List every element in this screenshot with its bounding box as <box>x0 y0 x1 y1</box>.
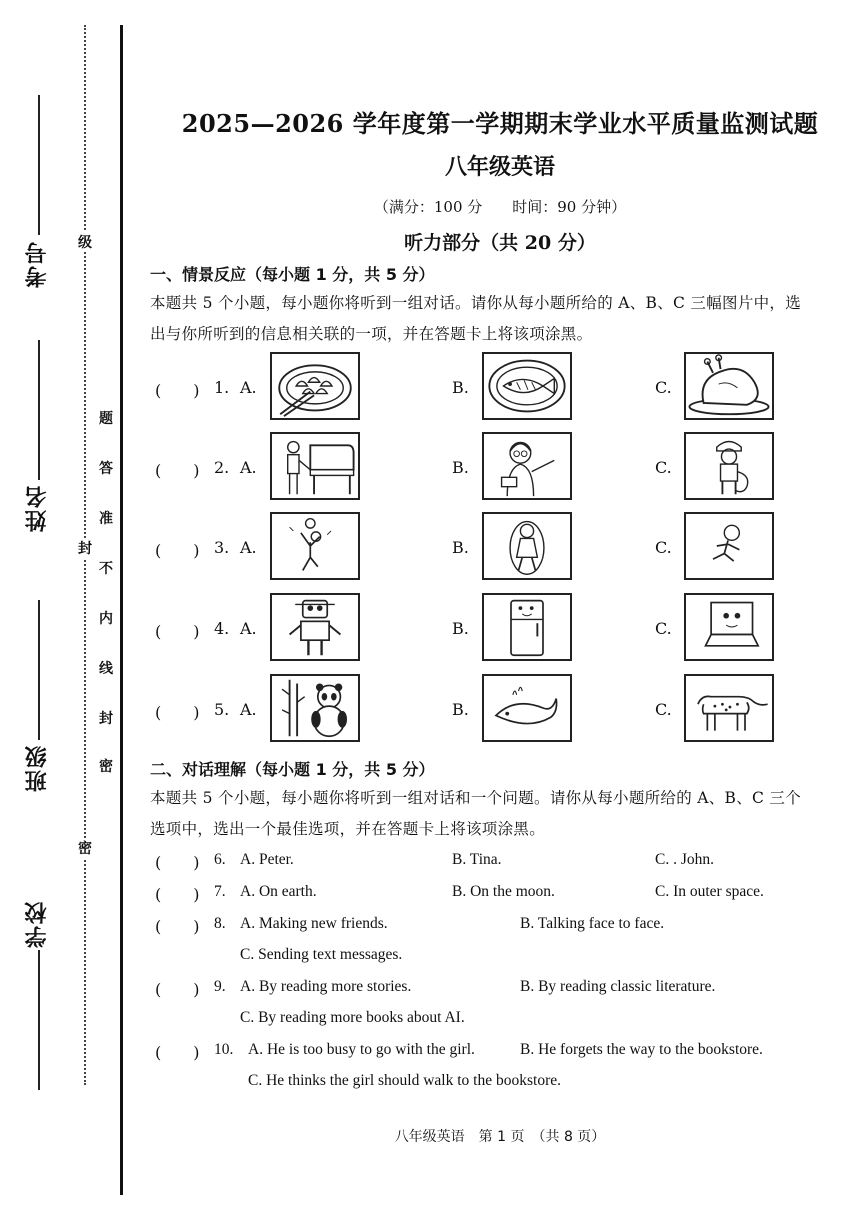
option-b[interactable]: B. Talking face to face. <box>520 915 665 932</box>
class-label: 班级 <box>25 744 50 792</box>
class-underline <box>38 600 40 740</box>
exam-title: 2025—2026 学年度第一学期期末学业水平质量监测试题 <box>181 109 819 138</box>
option-a-label: A. <box>240 458 257 477</box>
answer-blank[interactable]: ( ) <box>155 917 200 936</box>
running-boy-icon[interactable] <box>684 512 774 580</box>
option-a-label: A. <box>240 378 257 397</box>
exam-number-underline <box>38 95 40 235</box>
option-b-label: B. <box>452 458 469 477</box>
laptop-icon[interactable] <box>684 593 774 661</box>
option-b[interactable]: B. Tina. <box>452 851 502 868</box>
notice-char: 密 <box>99 759 113 775</box>
school-label: 学校 <box>25 900 50 948</box>
robot-icon[interactable] <box>270 593 360 661</box>
roast-chicken-icon[interactable] <box>684 352 774 420</box>
option-c-label: C. <box>655 538 672 557</box>
notice-char: 封 <box>99 711 113 727</box>
question-number: 7. <box>214 883 226 900</box>
option-c-label: C. <box>655 700 672 719</box>
firefighter-icon[interactable] <box>684 432 774 500</box>
exam-meta: （满分：100 分 时间：90 分钟） <box>373 198 627 216</box>
answer-blank[interactable]: ( ) <box>155 622 200 641</box>
name-label: 姓名 <box>25 484 50 532</box>
answer-blank[interactable]: ( ) <box>155 703 200 722</box>
seal-word-mi: 密 <box>78 838 92 858</box>
question-number: 8. <box>214 915 226 932</box>
option-b[interactable]: B. By reading classic literature. <box>520 978 716 995</box>
option-a-label: A. <box>240 619 257 638</box>
question-number: 6. <box>214 851 226 868</box>
answer-blank[interactable]: ( ) <box>155 885 200 904</box>
answer-blank[interactable]: ( ) <box>155 381 200 400</box>
option-a-label: A. <box>240 538 257 557</box>
question-number: 10. <box>214 1041 234 1058</box>
section1-instructions-1: 本题共 5 个小题，每小题你将听到一组对话。请你从每小题所给的 A、B、C 三幅图片中，选 <box>150 294 802 312</box>
question-number: 5. <box>214 700 230 719</box>
option-c-label: C. <box>655 619 672 638</box>
option-a[interactable]: A. On earth. <box>240 883 317 900</box>
option-b-label: B. <box>452 700 469 719</box>
section2-instructions-2: 选项中，选出一个最佳选项，并在答题卡上将该项涂黑。 <box>150 820 546 838</box>
question-number: 1. <box>214 378 230 397</box>
option-a[interactable]: A. He is too busy to go with the girl. <box>248 1041 475 1058</box>
option-b[interactable]: B. He forgets the way to the bookstore. <box>520 1041 763 1058</box>
section1-instructions-2: 出与你所听到的信息相关联的一项，并在答题卡上将该项涂黑。 <box>150 325 593 343</box>
jump-rope-icon[interactable] <box>482 512 572 580</box>
leopard-icon[interactable] <box>684 674 774 742</box>
notice-char: 线 <box>99 661 113 677</box>
option-c-label: C. <box>655 378 672 397</box>
notice-char: 答 <box>99 461 113 477</box>
seal-word-ji: 级 <box>78 232 92 252</box>
question-number: 3. <box>214 538 230 557</box>
conductor-icon[interactable] <box>482 432 572 500</box>
option-b-label: B. <box>452 378 469 397</box>
fish-plate-icon[interactable] <box>482 352 572 420</box>
school-underline <box>38 950 40 1090</box>
option-b-label: B. <box>452 619 469 638</box>
answer-blank[interactable]: ( ) <box>155 980 200 999</box>
answer-blank[interactable]: ( ) <box>155 1043 200 1062</box>
notice-char: 内 <box>99 611 113 627</box>
seal-word-feng: 封 <box>78 538 92 558</box>
subject-title: 八年级英语 <box>444 154 555 180</box>
dumplings-icon[interactable] <box>270 352 360 420</box>
option-c[interactable]: C. Sending text messages. <box>240 946 403 963</box>
whale-icon[interactable] <box>482 674 572 742</box>
name-underline <box>38 340 40 480</box>
section2-heading: 二、对话理解（每小题 1 分，共 5 分） <box>150 760 435 779</box>
option-c[interactable]: C. By reading more books about AI. <box>240 1009 465 1026</box>
option-b-label: B. <box>452 538 469 557</box>
option-b[interactable]: B. On the moon. <box>452 883 555 900</box>
option-a[interactable]: A. By reading more stories. <box>240 978 412 995</box>
exam-number-label: 考号 <box>25 240 50 288</box>
option-c[interactable]: C. He thinks the girl should walk to the bookstore. <box>248 1072 561 1089</box>
refrigerator-icon[interactable] <box>482 593 572 661</box>
notice-char: 题 <box>99 411 113 427</box>
question-number: 2. <box>214 458 230 477</box>
volleyball-player-icon[interactable] <box>270 512 360 580</box>
option-a[interactable]: A. Making new friends. <box>240 915 388 932</box>
option-c[interactable]: C. In outer space. <box>655 883 764 900</box>
answer-blank[interactable]: ( ) <box>155 541 200 560</box>
option-c[interactable]: C. . John. <box>655 851 714 868</box>
option-a-label: A. <box>240 700 257 719</box>
listening-part-title: 听力部分（共 20 分） <box>404 232 596 254</box>
panda-icon[interactable] <box>270 674 360 742</box>
question-number: 4. <box>214 619 230 638</box>
notice-char: 不 <box>99 561 113 577</box>
option-a[interactable]: A. Peter. <box>240 851 294 868</box>
page-footer: 八年级英语 第 1 页 （共 8 页） <box>394 1129 606 1145</box>
notice-char: 准 <box>99 511 113 527</box>
section2-instructions-1: 本题共 5 个小题，每小题你将听到一组对话和一个问题。请你从每小题所给的 A、B、C 三个 <box>150 789 802 807</box>
pianist-icon[interactable] <box>270 432 360 500</box>
question-number: 9. <box>214 978 226 995</box>
solid-fold-line <box>120 25 123 1195</box>
option-c-label: C. <box>655 458 672 477</box>
answer-blank[interactable]: ( ) <box>155 853 200 872</box>
answer-blank[interactable]: ( ) <box>155 461 200 480</box>
section1-heading: 一、情景反应（每小题 1 分，共 5 分） <box>150 265 435 284</box>
